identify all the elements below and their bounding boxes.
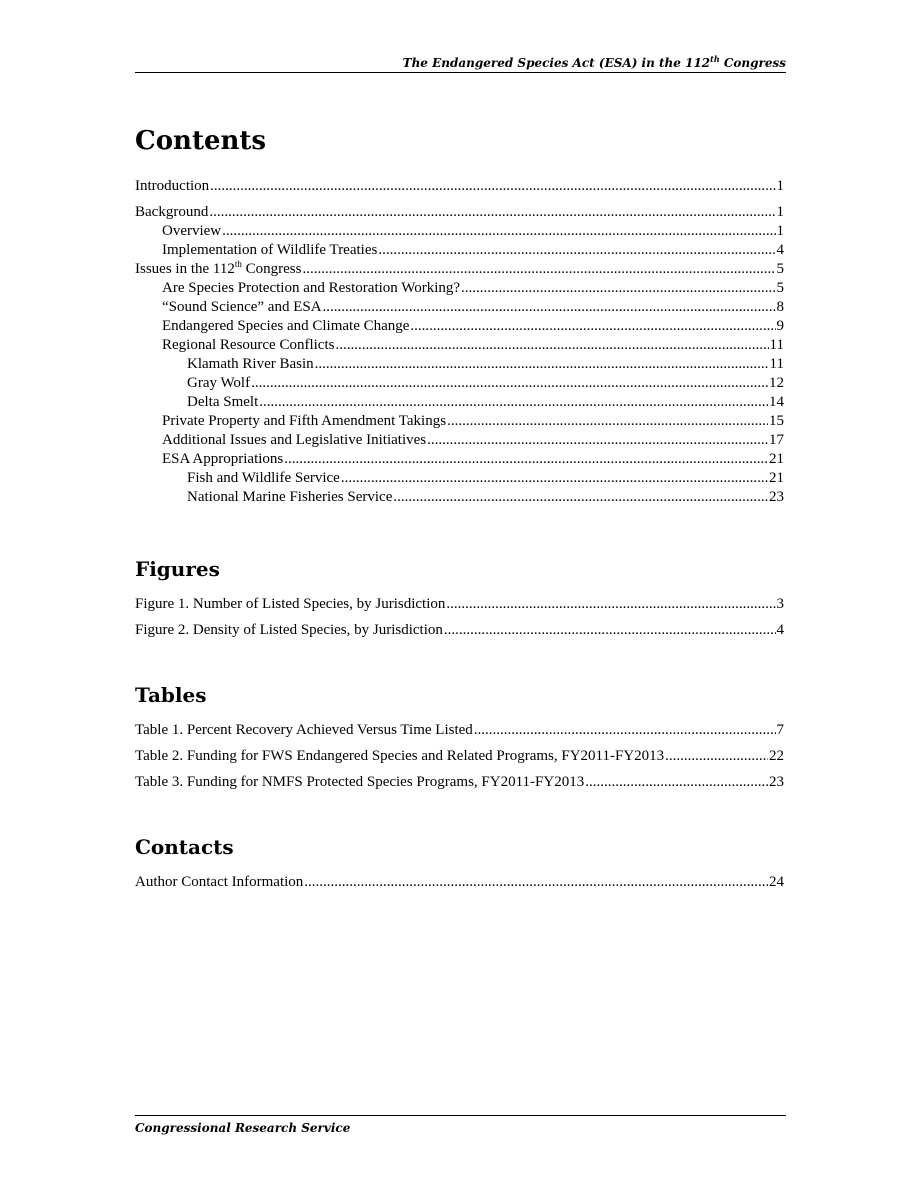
toc-entry-page: 14 xyxy=(769,394,784,410)
figures-list xyxy=(135,595,784,640)
tables-list xyxy=(135,721,784,792)
toc-entry-page: 7 xyxy=(776,722,784,738)
running-header-superscript: th xyxy=(710,54,720,64)
contacts-list xyxy=(135,873,784,892)
toc-entry-page: 1 xyxy=(776,204,784,220)
header-divider xyxy=(135,72,786,73)
toc-entry-page: 12 xyxy=(769,375,784,391)
toc-entry-fws[interactable] xyxy=(135,469,784,488)
toc-entry-author-contact[interactable] xyxy=(135,873,784,892)
toc-entry-page: 17 xyxy=(769,432,784,448)
toc-entry-label: Table 3. Funding for NMFS Protected Species Programs, FY2011-FY2013 xyxy=(135,774,585,790)
dot-leader xyxy=(446,595,775,614)
toc-entry-label: Regional Resource Conflicts xyxy=(162,337,335,353)
toc-entry-label: Are Species Protection and Restoration Working? xyxy=(162,280,461,296)
toc-entry-page: 5 xyxy=(776,280,784,296)
toc-entry-page: 4 xyxy=(776,242,784,258)
running-header-suffix: Congress xyxy=(719,56,786,70)
toc-entry-label-prefix: Issues in the 112 xyxy=(135,261,235,277)
toc-entry-page: 3 xyxy=(776,596,784,612)
toc-entry-table-3[interactable] xyxy=(135,773,784,792)
toc-entry-background[interactable] xyxy=(135,203,784,222)
contents-list xyxy=(135,177,784,507)
running-header xyxy=(135,56,786,70)
toc-entry-esa-appropriations[interactable] xyxy=(135,450,784,469)
toc-entry-table-1[interactable] xyxy=(135,721,784,740)
toc-entry-sound-science[interactable] xyxy=(135,298,784,317)
toc-entry-page: 4 xyxy=(776,622,784,638)
toc-entry-label: Implementation of Wildlife Treaties xyxy=(162,242,378,258)
toc-entry-label: Endangered Species and Climate Change xyxy=(162,318,410,334)
toc-entry-nmfs[interactable] xyxy=(135,488,784,507)
dot-leader xyxy=(378,241,775,260)
toc-entry-label-superscript: th xyxy=(234,259,242,269)
toc-entry-page: 23 xyxy=(769,774,784,790)
toc-entry-figure-2[interactable] xyxy=(135,621,784,640)
dot-leader xyxy=(222,222,775,241)
dot-leader xyxy=(393,488,768,507)
toc-entry-klamath[interactable] xyxy=(135,355,784,374)
contents-heading: Contents xyxy=(135,126,267,156)
toc-entry-introduction[interactable] xyxy=(135,177,784,196)
toc-entry-label: Table 2. Funding for FWS Endangered Species and Related Programs, FY2011-FY2013 xyxy=(135,748,665,764)
toc-entry-label: “Sound Science” and ESA xyxy=(162,299,322,315)
toc-entry-wildlife-treaties[interactable] xyxy=(135,241,784,260)
dot-leader xyxy=(304,873,768,892)
toc-entry-label: Delta Smelt xyxy=(187,394,259,410)
toc-entry-page: 11 xyxy=(769,337,784,353)
toc-entry-page: 8 xyxy=(776,299,784,315)
dot-leader xyxy=(665,747,768,766)
dot-leader xyxy=(444,621,776,640)
toc-entry-climate-change[interactable] xyxy=(135,317,784,336)
toc-entry-label: Introduction xyxy=(135,178,210,194)
dot-leader xyxy=(585,773,768,792)
toc-entry-table-2[interactable] xyxy=(135,747,784,766)
dot-leader xyxy=(209,203,775,222)
toc-entry-label: Fish and Wildlife Service xyxy=(187,470,340,486)
running-footer: Congressional Research Service xyxy=(135,1121,351,1135)
toc-entry-page: 22 xyxy=(769,748,784,764)
toc-entry-label: Gray Wolf xyxy=(187,375,251,391)
toc-entry-label: Figure 2. Density of Listed Species, by Jurisdiction xyxy=(135,622,443,638)
toc-entry-gray-wolf[interactable] xyxy=(135,374,784,393)
toc-entry-page: 11 xyxy=(769,356,784,372)
toc-entry-overview[interactable] xyxy=(135,222,784,241)
toc-entry-label: Private Property and Fifth Amendment Takings xyxy=(162,413,447,429)
toc-entry-page: 9 xyxy=(776,318,784,334)
dot-leader xyxy=(284,450,768,469)
toc-entry-label: Klamath River Basin xyxy=(187,356,314,372)
toc-entry-page: 21 xyxy=(769,451,784,467)
dot-leader xyxy=(461,279,775,298)
toc-entry-page: 24 xyxy=(769,874,784,890)
toc-entry-delta-smelt[interactable] xyxy=(135,393,784,412)
toc-entry-figure-1[interactable] xyxy=(135,595,784,614)
tables-heading: Tables xyxy=(135,683,207,707)
toc-entry-label: ESA Appropriations xyxy=(162,451,284,467)
toc-entry-label: Table 1. Percent Recovery Achieved Versus Time Listed xyxy=(135,722,473,738)
figures-heading: Figures xyxy=(135,557,220,581)
footer-divider xyxy=(135,1115,786,1116)
dot-leader xyxy=(302,260,775,279)
dot-leader xyxy=(410,317,775,336)
dot-leader xyxy=(315,355,769,374)
toc-entry-label: Background xyxy=(135,204,209,220)
toc-entry-label xyxy=(135,260,301,279)
dot-leader xyxy=(251,374,768,393)
dot-leader xyxy=(341,469,768,488)
toc-entry-issues-112th[interactable] xyxy=(135,260,784,279)
running-header-title: The Endangered Species Act (ESA) in the 112 xyxy=(402,56,711,70)
dot-leader xyxy=(447,412,768,431)
toc-entry-label-suffix: Congress xyxy=(241,261,302,277)
toc-entry-page: 23 xyxy=(769,489,784,505)
dot-leader xyxy=(427,431,768,450)
dot-leader xyxy=(474,721,776,740)
toc-entry-species-protection[interactable] xyxy=(135,279,784,298)
dot-leader xyxy=(335,336,768,355)
toc-entry-label: Additional Issues and Legislative Initiatives xyxy=(162,432,427,448)
toc-entry-page: 15 xyxy=(769,413,784,429)
dot-leader xyxy=(259,393,768,412)
toc-entry-label: National Marine Fisheries Service xyxy=(187,489,393,505)
toc-entry-private-property[interactable] xyxy=(135,412,784,431)
toc-entry-label: Overview xyxy=(162,223,222,239)
toc-entry-page: 21 xyxy=(769,470,784,486)
dot-leader xyxy=(323,298,776,317)
contacts-heading: Contacts xyxy=(135,835,234,859)
toc-entry-label: Figure 1. Number of Listed Species, by Jurisdiction xyxy=(135,596,446,612)
toc-entry-page: 5 xyxy=(776,261,784,277)
toc-entry-regional-conflicts[interactable] xyxy=(135,336,784,355)
toc-entry-page: 1 xyxy=(776,178,784,194)
dot-leader xyxy=(210,177,775,196)
toc-entry-page: 1 xyxy=(776,223,784,239)
toc-entry-additional-issues[interactable] xyxy=(135,431,784,450)
toc-entry-label: Author Contact Information xyxy=(135,874,304,890)
